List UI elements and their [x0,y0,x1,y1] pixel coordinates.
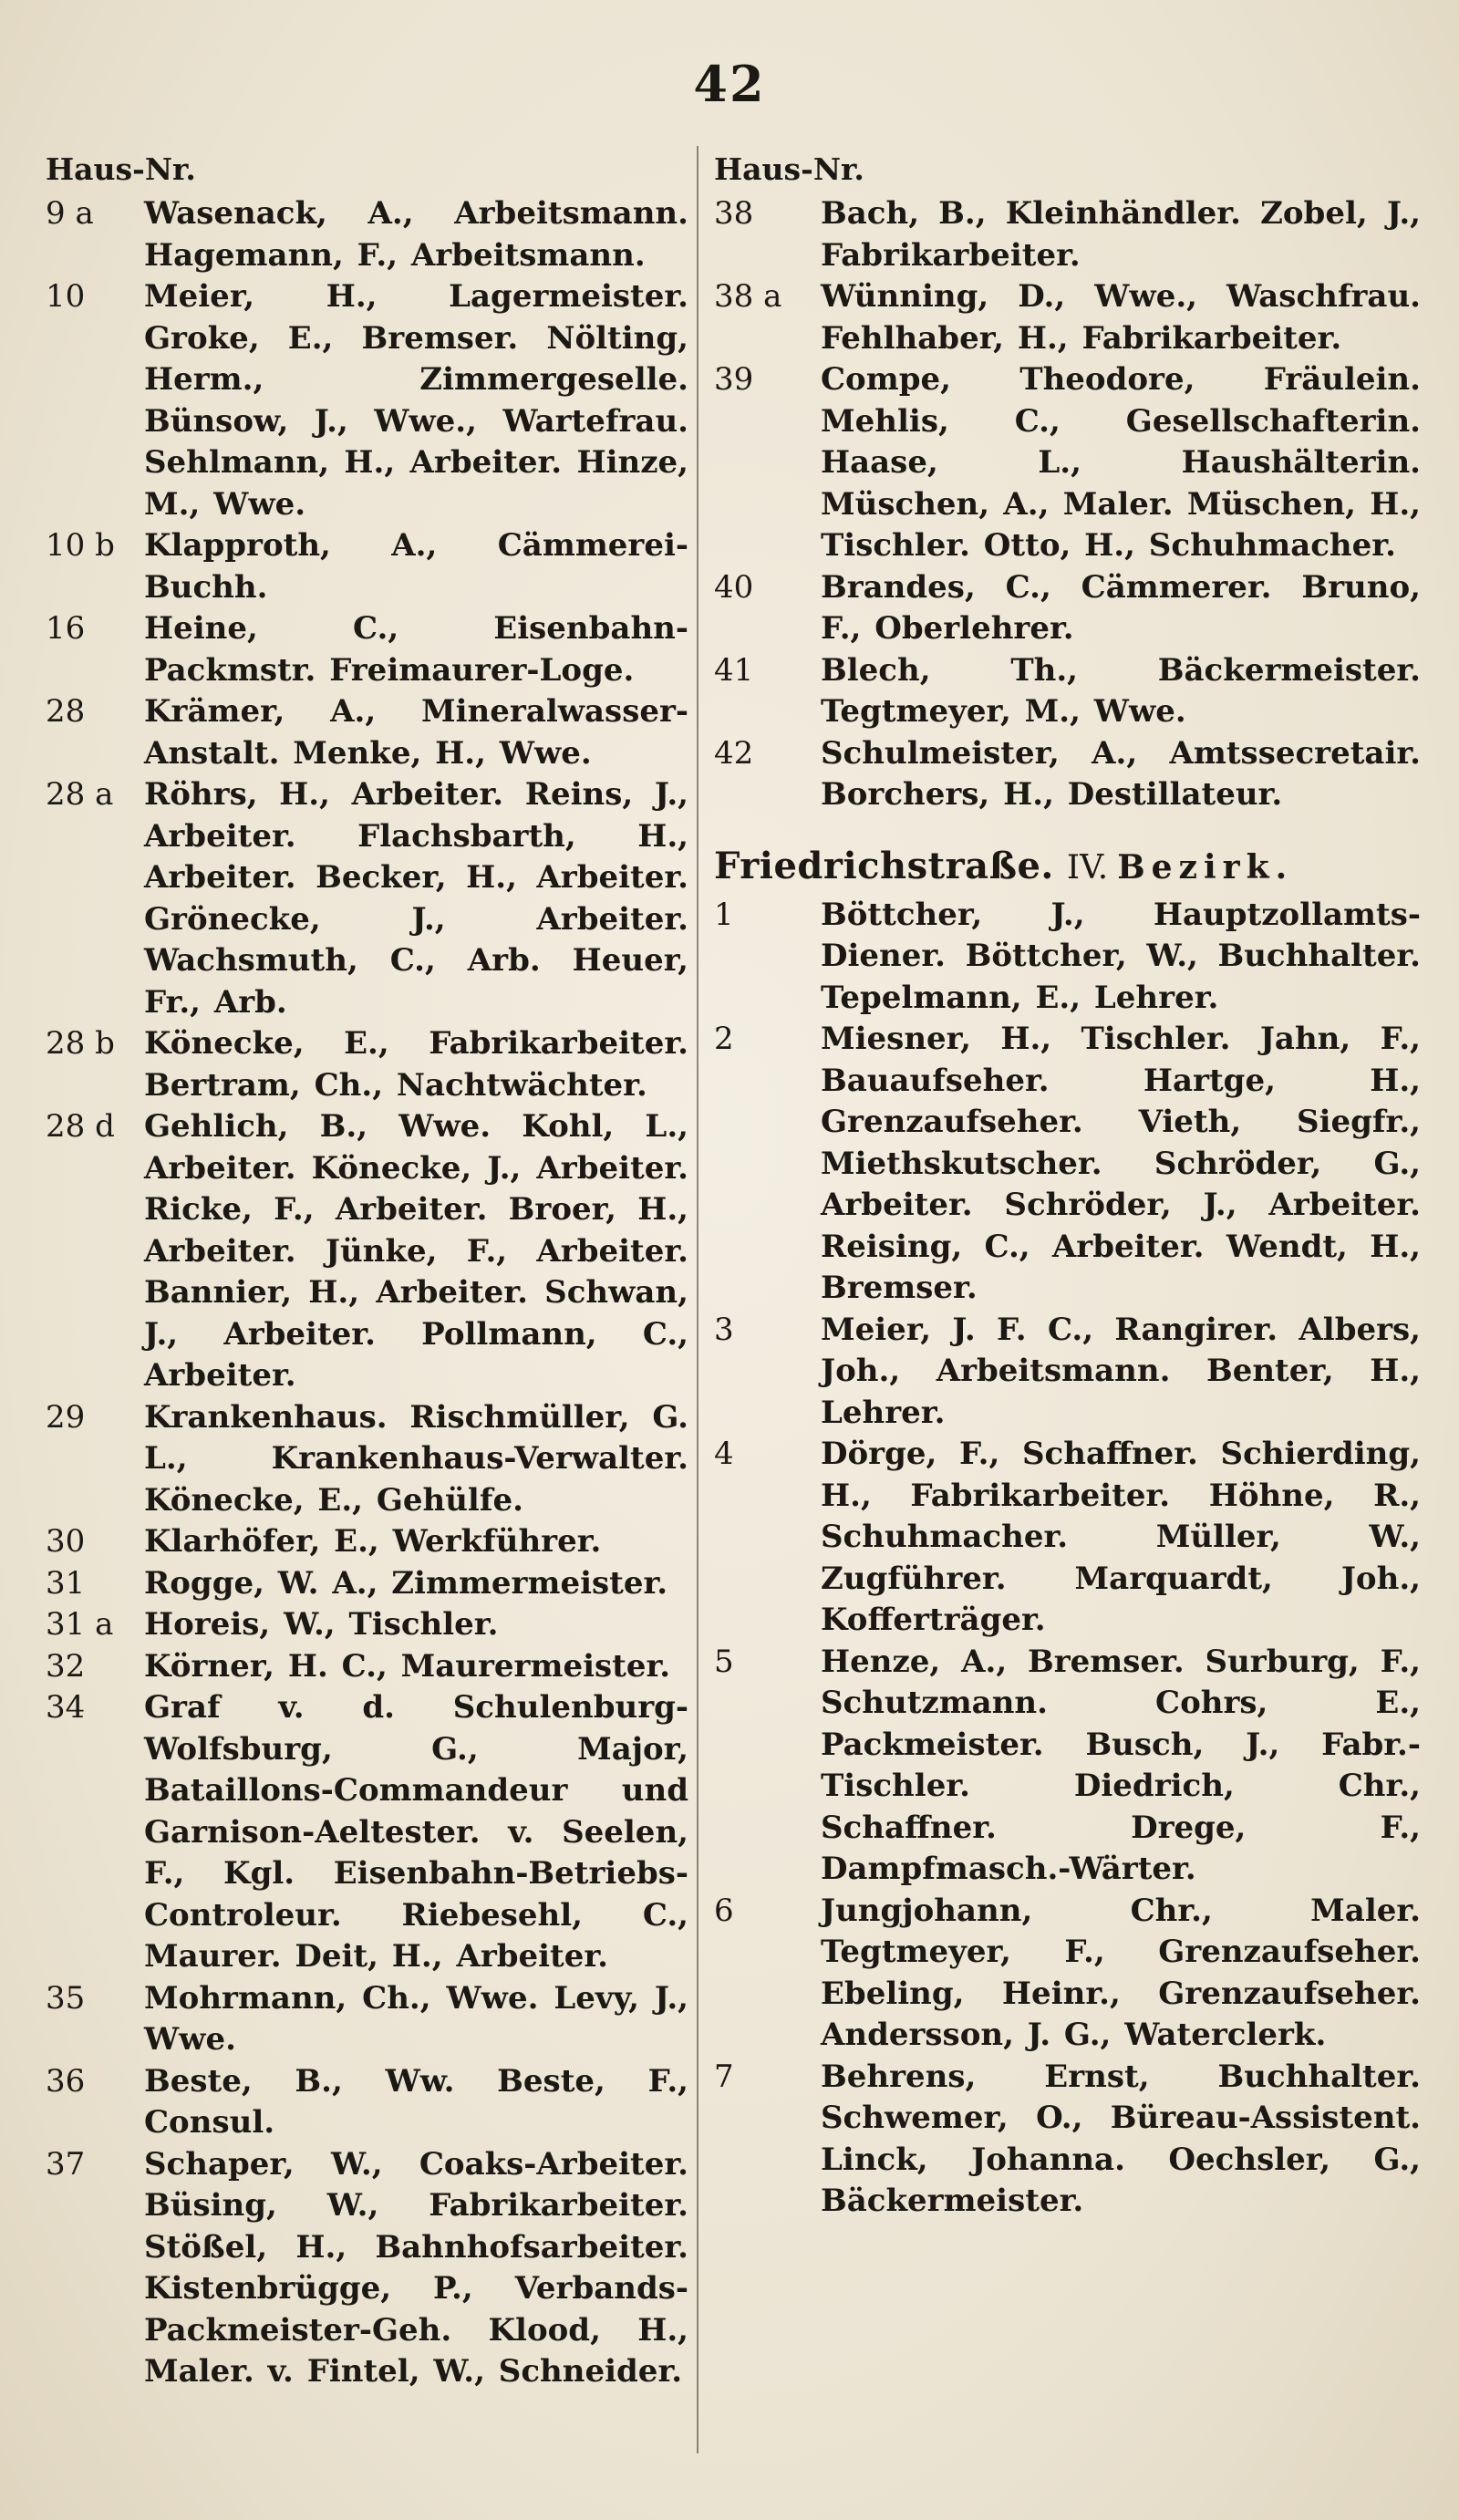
directory-entry [46,276,688,525]
resident-text: Meier, H., Lagermeister. Groke, E., Bremser. Nölting, Herm., Zimmergeselle. Bünsow, J., Wwe., Wartefrau. Sehlmann, H., Arbeiter. Hinze, M., Wwe. [144,278,688,523]
directory-entry [714,1434,1421,1642]
street-name: Friedrichstraße. [714,844,1054,887]
directory-entry [46,1687,688,1978]
house-number: 38 a [714,278,782,315]
house-number: 1 [714,896,734,933]
directory-entry [46,2061,688,2144]
column-divider [697,146,698,2453]
directory-entry [46,608,688,691]
resident-text: Dörge, F., Schaffner. Schierding, H., Fabrikarbeiter. Höhne, R., Schuhmacher. Müller, W., Zugführer. Marquardt, Joh., Kofferträger. [821,1436,1421,1638]
resident-text: Gehlich, B., Wwe. Kohl, L., Arbeiter. Könecke, J., Arbeiter. Ricke, F., Arbeiter. Broer, H., Arbeiter. Jünke, F., Arbeiter. Bannier, H., Arbeiter. Schwan, J., Arbeiter. Pollmann, C., Arbeiter. [144,1108,688,1394]
house-number: 41 [714,651,754,689]
resident-text: Compe, Theodore, Fräulein. Mehlis, C., Gesellschafterin. Haase, L., Haushälterin. Müschen, A., Maler. Müschen, H., Tischler. Otto, H., Schuhmacher. [821,361,1421,564]
resident-text: Körner, H. C., Maurermeister. [144,1647,671,1685]
directory-entry [714,1310,1421,1435]
directory-entry [714,567,1421,650]
house-number: 32 [46,1647,86,1685]
resident-text: Miesner, H., Tischler. Jahn, F., Bauaufseher. Hartge, H., Grenzaufseher. Vieth, Siegfr., Miethskutscher. Schröder, G., Arbeiter. Schröder, J., Arbeiter. Reising, C., Arbeiter. Wendt, H., Bremser. [821,1021,1421,1306]
resident-text: Brandes, C., Cämmerer. Bruno, F., Oberlehrer. [821,568,1421,647]
district-numeral: IV. [1066,848,1109,887]
house-number: 34 [46,1689,86,1726]
resident-text: Klarhöfer, E., Werkführer. [144,1523,602,1560]
resident-text: Henze, A., Bremser. Surburg, F., Schutzmann. Cohrs, E., Packmeister. Busch, J., Fabr.-Tischler. Diedrich, Chr., Schaffner. Drege, F., Dampfmasch.-Wärter. [821,1643,1421,1887]
column-header: Haus-Nr. [46,151,196,187]
directory-entry [46,1604,688,1646]
resident-text: Heine, C., Eisenbahn-Packmstr. Freimaurer-Loge. [144,610,688,689]
house-number: 29 [46,1398,86,1436]
resident-text: Meier, J. F. C., Rangirer. Albers, Joh., Arbeitsmann. Benter, H., Lehrer. [821,1311,1421,1431]
resident-text: Jungjohann, Chr., Maler. Tegtmeyer, F., Grenzaufseher. Ebeling, Heinr., Grenzaufseher. Andersson, J. G., Waterclerk. [821,1892,1421,2053]
directory-entry [46,2144,688,2393]
left-column [46,146,688,2393]
directory-entry [714,650,1421,733]
entry-list [46,193,688,2393]
house-number: 28 [46,693,86,730]
house-number: 42 [714,734,754,772]
resident-text: Krämer, A., Mineralwasser-Anstalt. Menke, H., Wwe. [144,693,688,772]
directory-entry [714,1891,1421,2057]
house-number: 35 [46,1979,86,2017]
directory-entry [46,691,688,774]
directory-entry [714,2057,1421,2223]
directory-entry [46,1397,688,1522]
directory-entry [714,1642,1421,1891]
directory-entry [46,193,688,276]
district-label: Bezirk. [1117,847,1294,887]
house-number: 9 a [46,195,94,232]
house-number: 37 [46,2145,86,2183]
directory-entry [714,359,1421,567]
house-number: 28 a [46,776,114,813]
column-header: Haus-Nr. [714,151,864,187]
house-number: 40 [714,568,754,606]
house-number: 28 d [46,1108,115,1145]
entry-list [714,193,1421,816]
resident-text: Rogge, W. A., Zimmermeister. [144,1564,668,1602]
directory-entry [46,1106,688,1397]
house-number: 2 [714,1021,734,1057]
house-number: 30 [46,1523,86,1560]
house-number: 39 [714,361,754,398]
house-number: 28 b [46,1025,115,1062]
resident-text: Blech, Th., Bäckermeister. Tegtmeyer, M., Wwe. [821,651,1421,730]
street-heading [714,838,1421,895]
directory-entry [46,774,688,1023]
house-number: 5 [714,1643,734,1680]
resident-text: Horeis, W., Tischler. [144,1606,499,1643]
resident-text: Klapproth, A., Cämmerei-Buchh. [144,527,688,606]
house-number: 31 [46,1564,86,1602]
directory-entry [714,895,1421,1020]
resident-text: Wasenack, A., Arbeitsmann. Hagemann, F., Arbeitsmann. [144,195,688,274]
page-number: 42 [693,55,766,113]
resident-text: Krankenhaus. Rischmüller, G. L., Krankenhaus-Verwalter. Könecke, E., Gehülfe. [144,1398,688,1519]
directory-entry [46,1978,688,2061]
house-number: 3 [714,1311,734,1348]
resident-text: Könecke, E., Fabrikarbeiter. Bertram, Ch., Nachtwächter. [144,1025,688,1104]
resident-text: Böttcher, J., Hauptzollamts-Diener. Böttcher, W., Buchhalter. Tepelmann, E., Lehrer. [821,896,1421,1016]
house-number: 36 [46,2062,86,2100]
resident-text: Schaper, W., Coaks-Arbeiter. Büsing, W., Fabrikarbeiter. Stößel, H., Bahnhofsarbeiter. Kistenbrügge, P., Verbands-Packmeister-Geh. Klood, H., Maler. v. Fintel, W., Schneider. [144,2145,688,2390]
directory-entry [714,1019,1421,1310]
directory-entry [46,1521,688,1563]
resident-text: Beste, B., Ww. Beste, F., Consul. [144,2062,688,2141]
resident-text: Röhrs, H., Arbeiter. Reins, J., Arbeiter. Flachsbarth, H., Arbeiter. Becker, H., Arbeiter. Grönecke, J., Arbeiter. Wachsmuth, C., Arb. Heuer, Fr., Arb. [144,776,688,1021]
directory-entry [46,1646,688,1688]
resident-text: Wünning, D., Wwe., Waschfrau. Fehlhaber, H., Fabrikarbeiter. [821,278,1421,357]
directory-entry [46,1023,688,1106]
directory-entry [46,525,688,608]
directory-entry [714,276,1421,359]
resident-text: Bach, B., Kleinhändler. Zobel, J., Fabrikarbeiter. [821,195,1421,274]
resident-text: Graf v. d. Schulenburg-Wolfsburg, G., Major, Bataillons-Commandeur und Garnison-Aeltester. v. Seelen, F., Kgl. Eisenbahn-Betriebs-Controleur. Riebesehl, C., Maurer. Deit, H., Arbeiter. [144,1689,688,1975]
directory-entry [46,1563,688,1605]
right-column [714,146,1421,2223]
directory-entry [714,193,1421,276]
house-number: 10 [46,278,86,315]
directory-entry [714,733,1421,816]
house-number: 7 [714,2058,734,2095]
resident-text: Mohrmann, Ch., Wwe. Levy, J., Wwe. [144,1979,688,2058]
house-number: 4 [714,1436,734,1472]
house-number: 38 [714,195,754,232]
house-number: 31 a [46,1606,114,1643]
resident-text: Behrens, Ernst, Buchhalter. Schwemer, O., Büreau-Assistent. Linck, Johanna. Oechsler, G., Bäckermeister. [821,2058,1421,2219]
house-number: 6 [714,1892,734,1929]
house-number: 10 b [46,527,115,564]
house-number: 16 [46,610,86,647]
entry-list [714,895,1421,2223]
resident-text: Schulmeister, A., Amtssecretair. Borchers, H., Destillateur. [821,734,1421,813]
